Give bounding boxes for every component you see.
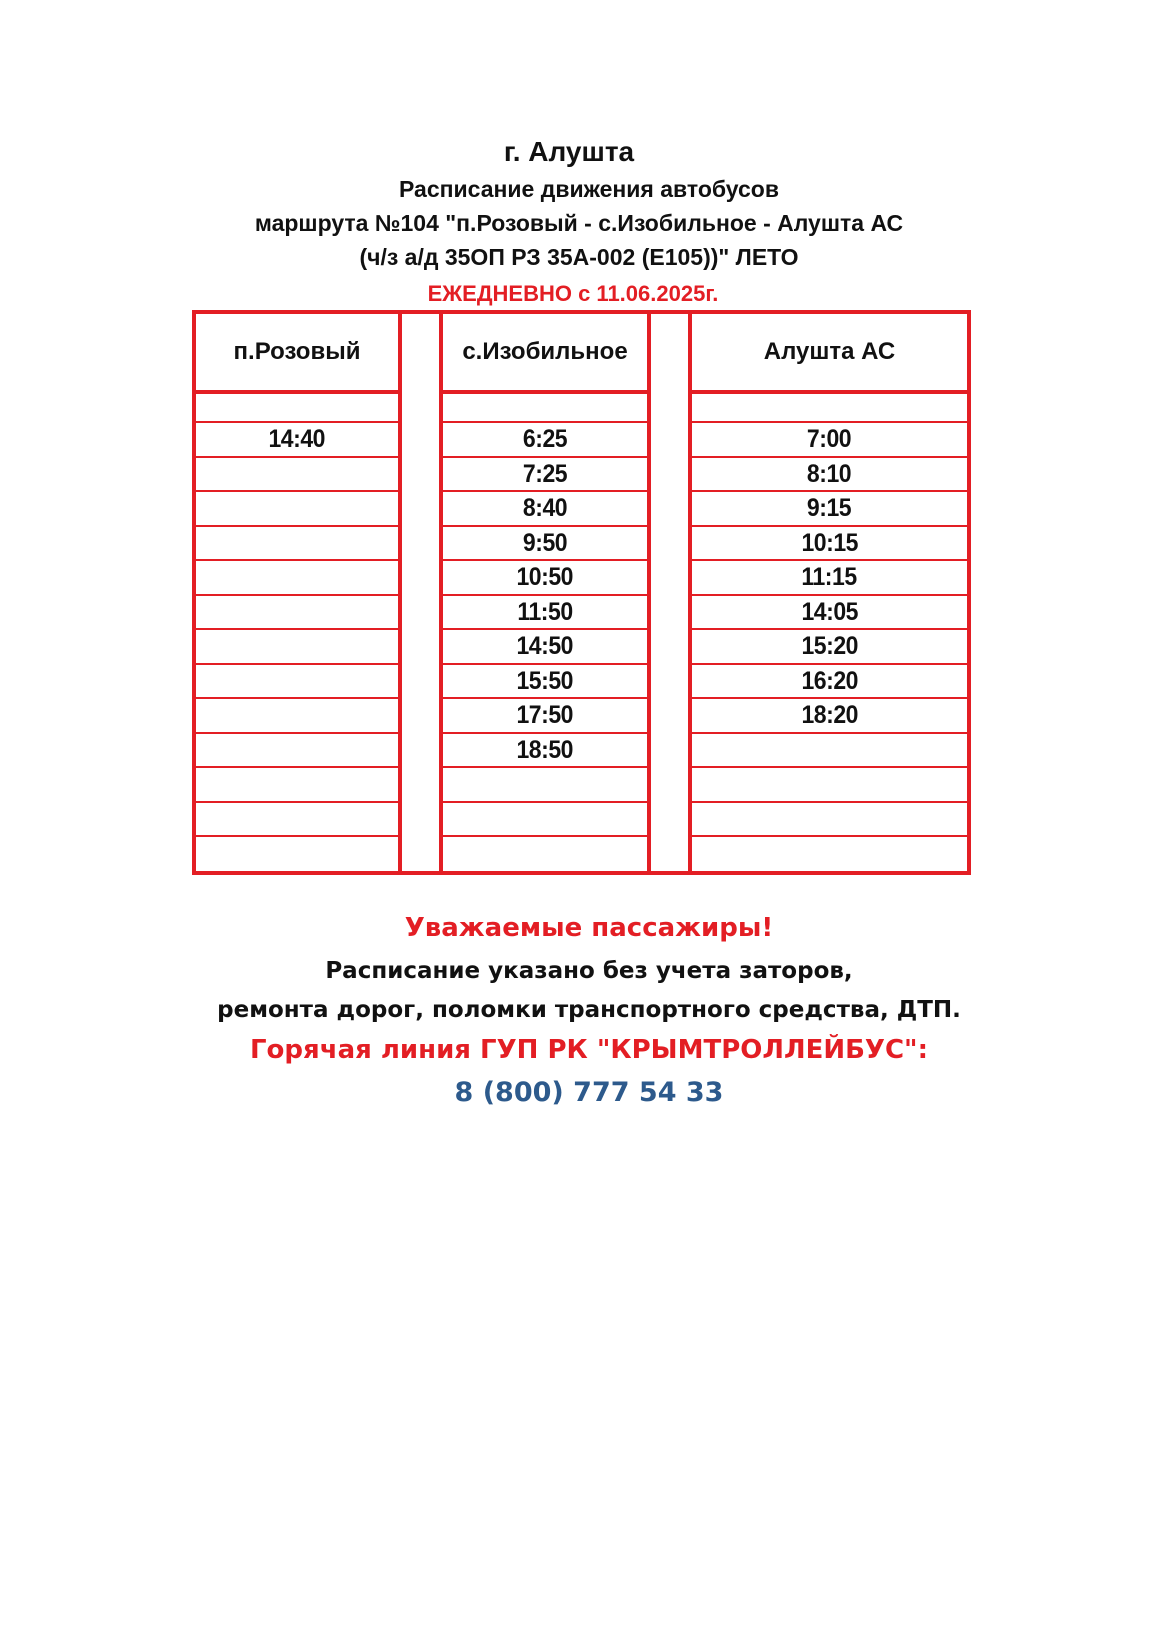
column-alushta-as <box>688 310 971 875</box>
table-row <box>443 559 647 594</box>
table-row <box>692 766 967 801</box>
table-row <box>196 801 398 836</box>
table-row <box>443 394 647 421</box>
table-row <box>443 628 647 663</box>
table-row <box>443 697 647 732</box>
table-row <box>196 525 398 560</box>
table-row <box>196 394 398 421</box>
column-header: п.Розовый <box>196 314 398 394</box>
departure-time: 10:50 <box>516 563 574 591</box>
departure-time: 15:50 <box>516 666 574 695</box>
departure-time: 7:25 <box>522 459 568 488</box>
table-row <box>196 456 398 491</box>
table-row <box>443 456 647 491</box>
table-row <box>692 394 967 421</box>
departure-time: 8:10 <box>807 459 852 488</box>
column-rozovyi <box>192 310 402 875</box>
disclaimer-line-1: Расписание указано без учета заторов, <box>325 958 853 984</box>
table-row <box>692 559 967 594</box>
departure-time: 14:40 <box>268 425 326 453</box>
table-row <box>443 835 647 870</box>
departure-time: 15:20 <box>801 632 858 660</box>
table-row <box>196 766 398 801</box>
table-row <box>692 421 967 456</box>
table-row <box>443 525 647 560</box>
table-row <box>196 559 398 594</box>
daily-date-notice: ЕЖЕДНЕВНО с 11.06.2025г. <box>427 281 719 306</box>
hotline-label: Горячая линия ГУП РК "КРЫМТРОЛЛЕЙБУС": <box>249 1035 928 1065</box>
departure-time: 9:15 <box>807 494 852 522</box>
table-row <box>443 801 647 836</box>
table-row <box>443 594 647 629</box>
departure-time: 11:50 <box>517 597 573 626</box>
table-row <box>692 697 967 732</box>
route-title: маршрута №104 "п.Розовый - с.Изобильное - Алушта АС <box>254 210 904 236</box>
table-row <box>196 628 398 663</box>
departure-time: 9:50 <box>522 528 568 557</box>
city-title: г. Алушта <box>503 136 635 167</box>
table-row <box>443 421 647 456</box>
departure-time: 10:15 <box>801 528 858 557</box>
passengers-greeting: Уважаемые пассажиры! <box>404 913 774 943</box>
table-row <box>692 456 967 491</box>
table-row <box>692 801 967 836</box>
table-row <box>692 525 967 560</box>
table-row <box>443 732 647 767</box>
column-header: Алушта АС <box>692 314 967 394</box>
table-row <box>196 490 398 525</box>
table-row <box>692 490 967 525</box>
table-row <box>692 732 967 767</box>
disclaimer-line-2: ремонта дорог, поломки транспортного средства, ДТП. <box>217 997 961 1023</box>
departure-time: 16:20 <box>801 666 858 695</box>
column-izobilnoe <box>439 310 651 875</box>
departure-time: 18:20 <box>801 701 858 729</box>
table-row <box>196 421 398 456</box>
table-row <box>692 835 967 870</box>
departure-time: 14:05 <box>801 597 858 626</box>
table-row <box>196 594 398 629</box>
table-row <box>692 594 967 629</box>
table-row <box>196 663 398 698</box>
column-spacer <box>647 310 692 875</box>
route-subtitle: (ч/з а/д 35ОП РЗ 35А-002 (Е105))" ЛЕТО <box>359 244 799 270</box>
table-row <box>196 697 398 732</box>
departure-time: 7:00 <box>807 425 852 453</box>
table-row <box>443 663 647 698</box>
column-times <box>443 394 647 871</box>
table-row <box>692 663 967 698</box>
table-row <box>196 732 398 767</box>
hotline-phone: 8 (800) 777 54 33 <box>454 1077 724 1108</box>
column-header: с.Изобильное <box>443 314 647 394</box>
column-spacer <box>398 310 443 875</box>
table-row <box>692 628 967 663</box>
table-row <box>443 766 647 801</box>
departure-time: 18:50 <box>516 735 574 764</box>
departure-time: 14:50 <box>516 632 574 660</box>
departure-time: 17:50 <box>516 701 574 729</box>
table-row <box>443 490 647 525</box>
departure-time: 8:40 <box>522 494 568 522</box>
table-row <box>196 835 398 870</box>
departure-time: 11:15 <box>801 563 858 591</box>
column-times <box>196 394 398 871</box>
schedule-title: Расписание движения автобусов <box>399 176 779 202</box>
departure-time: 6:25 <box>522 425 568 453</box>
column-times <box>692 394 967 871</box>
